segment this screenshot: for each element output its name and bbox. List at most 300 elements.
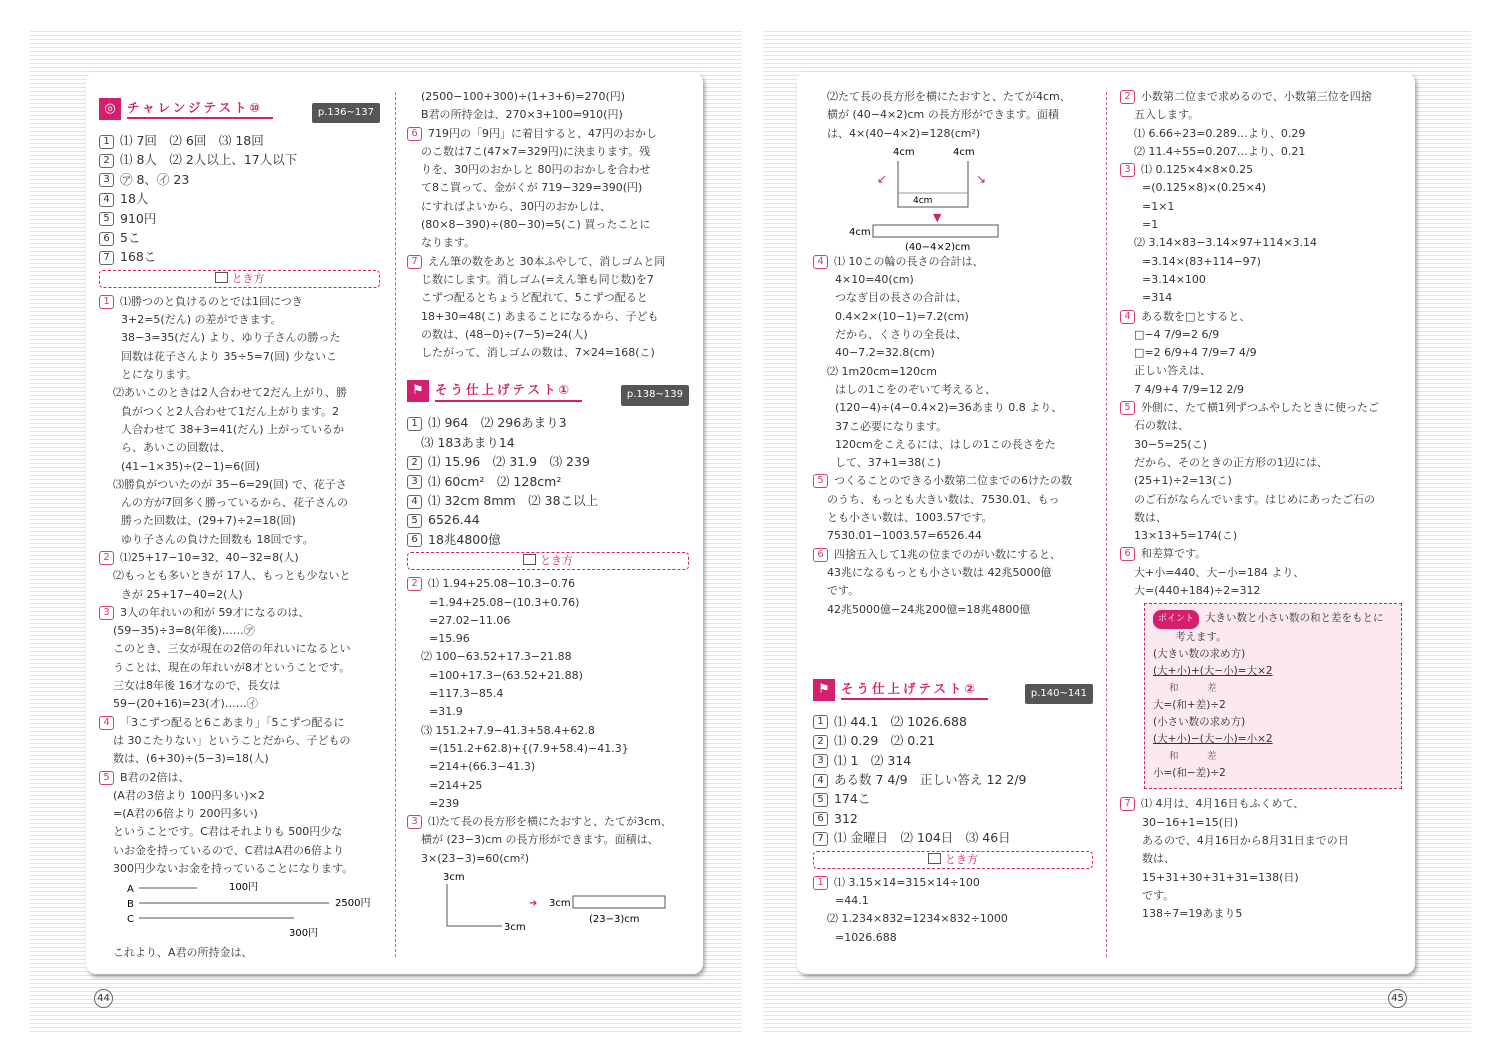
line-text: =(151.2+62.8)+{(7.9+58.4)−41.3} [429, 741, 629, 755]
line-text: にすればよいから、30円のおかしは、 [421, 199, 611, 213]
arrow-icon: ➜ [529, 898, 538, 910]
solution-text [813, 253, 1093, 619]
line-text: じ数にします。消しゴム(=えん筆も同じ数)を7 [421, 272, 654, 286]
label-left: 4cm [893, 146, 915, 158]
text-line [407, 433, 689, 452]
text-line [99, 842, 380, 860]
text-line [1120, 850, 1402, 868]
line-text: =1×1 [1142, 199, 1175, 213]
book-icon [523, 554, 536, 565]
text-line [813, 910, 1093, 928]
text-line [99, 586, 380, 604]
text-line [99, 209, 380, 228]
label-b: B [127, 899, 134, 911]
question-number-badge: 2 [99, 154, 114, 168]
line-text: つなぎ目の長さの合計は、 [835, 291, 967, 305]
line-text: ⑵もっとも多いときが 17人、もっとも少ないと [113, 569, 351, 583]
text-line [99, 293, 380, 311]
question-number-badge: 5 [1120, 401, 1135, 415]
text-line [1120, 143, 1402, 161]
line-text: =15.96 [429, 632, 470, 646]
text-line [407, 813, 689, 831]
arrow-right-icon: ↘ [976, 171, 987, 186]
line-text: して、37+1=38(こ) [835, 456, 941, 470]
challenge-test-title [99, 96, 380, 123]
line-text: (A君の3倍より 100円多い)×2 [113, 788, 265, 802]
text-line [99, 787, 380, 805]
line-text: =(0.125×8)×(0.25×4) [1142, 181, 1267, 195]
line-text: (120−4)÷(4−0.4×2)=36あまり 0.8 より、 [835, 401, 1063, 415]
line-text: =3.14×100 [1142, 272, 1206, 286]
text-line [407, 344, 689, 362]
line-text: B君の所持金は、270×3+100=910(円) [421, 108, 623, 122]
line-text: ということです。C君はそれよりも 500円少な [113, 825, 343, 839]
text-line [407, 452, 689, 471]
question-number-badge: 2 [407, 456, 422, 470]
text-line [813, 546, 1093, 564]
question-number-badge: 6 [1120, 547, 1135, 561]
text-line [1120, 362, 1402, 380]
text-line [407, 413, 689, 432]
question-number-badge: 5 [407, 514, 422, 528]
line-text: です。 [827, 584, 860, 598]
text-line [407, 648, 689, 666]
text-line [99, 228, 380, 247]
text-line [99, 567, 380, 585]
text-line [407, 630, 689, 648]
text-line [407, 234, 689, 252]
text-line [813, 828, 1093, 847]
line-text: 回数は花子さんより 35÷5=7(回) 少ないこ [121, 349, 338, 363]
line-text: ⑵あいこのときは2人合わせて2だん上がり、勝 [113, 386, 347, 400]
line-text: ⑴ 8人 ⑵ 2人以上、17人以下 [120, 152, 298, 168]
text-line [99, 311, 380, 329]
label-top: 3cm [443, 872, 465, 884]
sou-shiage-2-title [813, 677, 1093, 704]
text-line [407, 795, 689, 813]
section-title: そう仕上げテスト② [841, 680, 988, 700]
line-text: りを、30円のおかしと 80円のおかしを合わせ [421, 163, 651, 177]
rectangle-figure [407, 870, 689, 932]
line-text: 18+30=48(こ) あまることになるから、子ども [421, 309, 659, 323]
text-line [1120, 271, 1402, 289]
text-line [1120, 436, 1402, 454]
line-text: 15+31+30+31+31=138(日) [1142, 870, 1299, 884]
text-line [99, 329, 380, 347]
text-line [813, 564, 1093, 582]
line-text: 4×10=40(cm) [835, 273, 914, 287]
right-page-number: 45 [1388, 989, 1407, 1008]
line-text: 0.4×2×(10−1)=7.2(cm) [835, 309, 969, 323]
line-text: =239 [429, 796, 460, 810]
line-text: =27.02−11.06 [429, 613, 511, 627]
line-text: うことは、現在の年れいが8才ということです。 [113, 660, 351, 674]
text-line [407, 575, 689, 593]
text-line [1120, 869, 1402, 887]
text-line [99, 150, 380, 169]
line-text: 和差算です。 [1141, 547, 1207, 561]
line-text: ⑴25+17−10=32、40−32=8(人) [120, 551, 299, 564]
label-width: (40−4×2)cm [905, 241, 971, 251]
line-text: ⑶勝負がついたのが 35−6=29(回) で、花子さ [113, 477, 347, 491]
question-number-badge: 7 [407, 255, 422, 269]
text-line [1120, 564, 1402, 582]
text-line [99, 131, 380, 150]
question-number-badge: 4 [813, 255, 828, 269]
question-number-badge: 1 [813, 876, 828, 890]
line-text: ら、あいこの回数は、 [121, 441, 231, 455]
line-text: 5こ [120, 230, 141, 246]
question-number-badge: 4 [1120, 310, 1135, 324]
text-line [407, 161, 689, 179]
question-number-badge: 4 [407, 495, 422, 509]
text-line [813, 874, 1093, 892]
line-text: 37こ必要になります。 [835, 419, 948, 433]
line-text: (2500−100+300)÷(1+3+6)=270(円) [421, 90, 626, 103]
text-line [407, 326, 689, 344]
text-line [99, 714, 380, 732]
line-text: =31.9 [429, 705, 463, 719]
text-line [1120, 344, 1402, 362]
text-line [1120, 795, 1402, 813]
question-number-badge: 2 [813, 735, 828, 749]
line-text: です。 [1142, 888, 1175, 902]
line-text: 人合わせて 38+3=41(だん) 上がっているか [121, 422, 345, 436]
line-text: ゆり子さんの負けた回数も 18回です。 [121, 532, 314, 546]
text-line [813, 399, 1093, 417]
question-number-badge: 3 [813, 754, 828, 768]
text-line [407, 530, 689, 549]
line-text: □=2 6/9+4 7/9=7 4/9 [1134, 346, 1257, 360]
text-line [407, 106, 689, 124]
line-text: 五入します。 [1134, 108, 1200, 122]
text-line [1120, 289, 1402, 307]
line-text: 174こ [834, 791, 871, 807]
left-column-divider [395, 92, 396, 957]
line-text: =314 [1142, 291, 1173, 305]
text-line [99, 170, 380, 189]
line-text: は、4×(40−4×2)=128(cm²) [827, 126, 981, 140]
line-text: (41−1×35)÷(2−1)=6(回) [121, 459, 260, 473]
question-number-badge: 4 [99, 716, 114, 730]
line-text: のうち、もっとも大きい数は、7530.01、もっ [827, 492, 1060, 506]
book-icon [215, 272, 228, 283]
question-number-badge: 6 [407, 533, 422, 547]
text-line [1120, 161, 1402, 179]
line-text: 7530.01−1003.57=6526.44 [827, 529, 982, 543]
answer-list [813, 712, 1093, 848]
text-line [813, 712, 1093, 731]
line-text: ⑵ 1.234×832=1234×832÷1000 [827, 912, 1008, 926]
text-line [1120, 527, 1402, 545]
rectangle-diagram [813, 145, 1093, 251]
line-text: ⑴ 7回 ⑵ 6回 ⑶ 18回 [120, 133, 264, 148]
line-text: 勝った回数は、(29+7)÷2=18(回) [121, 514, 296, 528]
text-line [813, 326, 1093, 344]
line-text: 719円の「9円」に着目すると、47円のおかし [428, 126, 657, 140]
line-text: ⑴ 3.15×14=315×14÷100 [834, 875, 980, 889]
line-text: ⑴ 32cm 8mm ⑵ 38こ以上 [428, 493, 599, 509]
line-text: =214+(66.3−41.3) [429, 760, 536, 774]
line-text: つくることのできる小数第二位までの6けたの数 [834, 474, 1072, 488]
line-text: はしの1こをのぞいて考えると、 [835, 382, 996, 396]
text-line [407, 88, 689, 106]
line-text: 外側に、たて横1列ずつふやしたときに使ったご [1141, 401, 1379, 415]
label-2500yen: 2500円 [335, 898, 371, 910]
right-column-divider [1106, 92, 1107, 957]
question-number-badge: 3 [407, 815, 422, 829]
line-text: ⑵ 11.4÷55=0.207…より、0.21 [1134, 144, 1306, 158]
line-text: 大=(440+184)÷2=312 [1134, 584, 1261, 598]
text-line [813, 929, 1093, 947]
line-text: 300円少ないお金を持っていることになります。 [113, 862, 354, 876]
text-line [813, 106, 1093, 124]
line-text: 43兆になるもっとも小さい数は 42兆5000億 [827, 565, 1052, 579]
text-line [1120, 234, 1402, 252]
text-line [1120, 417, 1402, 435]
text-line [407, 510, 689, 529]
label-bottom: 3cm [504, 922, 526, 933]
text-line [1120, 326, 1402, 344]
line-text: ⑴ 6.66÷23=0.289…より、0.29 [1134, 126, 1306, 140]
point-badge: ポイント [1153, 610, 1199, 629]
left-page-number: 44 [94, 989, 113, 1008]
text-line [813, 601, 1093, 619]
question-number-badge: 3 [1120, 163, 1135, 177]
line-text: 7 4/9+4 7/9=12 2/9 [1134, 382, 1245, 396]
line-text: ⑶ 183あまり14 [421, 434, 515, 450]
text-line [813, 363, 1093, 381]
question-number-badge: 7 [813, 832, 828, 846]
line-text: 59−(20+16)=23(才)……㋑ [113, 697, 258, 711]
text-line [813, 308, 1093, 326]
text-line [407, 198, 689, 216]
line-text: =3.14×(83+114−97) [1142, 254, 1261, 268]
question-number-badge: 2 [99, 551, 114, 565]
line-text: 138÷7=19あまり5 [1142, 907, 1243, 921]
flag-icon: ⚑ [813, 679, 835, 701]
line-text: ⑴ 0.29 ⑵ 0.21 [834, 733, 936, 749]
line-text: 40−7.2=32.8(cm) [835, 346, 935, 360]
text-line [407, 722, 689, 740]
line-text: のご石がならんでいます。はじめにあったご石の [1134, 492, 1376, 506]
label-height: 4cm [849, 226, 871, 238]
line-text: =214+25 [429, 778, 483, 792]
text-line [407, 831, 689, 849]
text-line [813, 88, 1093, 106]
text-line [99, 604, 380, 622]
text-line [1120, 179, 1402, 197]
line-text: 13×13+5=174(こ) [1134, 529, 1238, 543]
line-text: 18兆4800億 [428, 531, 501, 547]
text-line [1120, 509, 1402, 527]
page-range-badge: p.136~137 [312, 103, 380, 123]
sou-shiage-1-title [407, 378, 689, 405]
question-number-badge: 5 [99, 212, 114, 226]
text-line [407, 253, 689, 271]
text-line [407, 125, 689, 143]
line-text: ⑴ 4月は、4月16日もふくめて、 [1141, 797, 1305, 811]
line-text: こずつ配るとちょうど配れて、5こずつ配ると [421, 291, 648, 305]
text-line [407, 594, 689, 612]
label-inner: 4cm [913, 195, 933, 206]
line-text: ⑴ 1.94+25.08−10.3−0.76 [428, 577, 576, 591]
text-line [99, 695, 380, 713]
line-text: 「3こずつ配ると6こあまり」「5こずつ配るに [120, 715, 345, 729]
text-line [99, 366, 380, 384]
text-line [813, 253, 1093, 271]
text-line [813, 418, 1093, 436]
text-line [407, 216, 689, 234]
text-line [1120, 399, 1402, 417]
line-text: ㋐ 8、㋑ 23 [120, 171, 190, 187]
text-line [813, 892, 1093, 910]
text-line [407, 472, 689, 491]
text-line [99, 659, 380, 677]
text-line [813, 271, 1093, 289]
label-right: 4cm [953, 146, 975, 158]
text-line [407, 308, 689, 326]
question-number-badge: 7 [1120, 797, 1135, 811]
page-range-badge: p.138~139 [621, 385, 689, 405]
line-text: 3人の年れいの和が 59才になるのは、 [120, 605, 310, 619]
line-text: このとき、三女が現在の2倍の年れいになるとい [113, 642, 351, 656]
question-number-badge: 2 [407, 577, 422, 591]
line-text: て8こ買って、金がくが 719−329=390(円) [421, 181, 643, 195]
text-line [99, 622, 380, 640]
question-number-badge: 6 [407, 127, 422, 141]
text-line [813, 454, 1093, 472]
text-line [407, 271, 689, 289]
label-100yen: 100円 [229, 882, 259, 894]
text-line [407, 703, 689, 721]
line-text: =(A君の6倍より 200円多い) [113, 807, 258, 821]
line-text: の数は、(48−0)÷(7−5)=24(人) [421, 327, 588, 341]
text-line [1120, 308, 1402, 326]
question-number-badge: 4 [813, 774, 828, 788]
line-text: 数は、 [1142, 852, 1175, 866]
text-line [407, 685, 689, 703]
folded-rectangle-figure [813, 145, 1093, 251]
text-line [407, 758, 689, 776]
line-text: 横が (23−3)cm の長方形ができます。面積は、 [421, 833, 659, 847]
line-text: =1026.688 [835, 930, 897, 944]
question-number-badge: 3 [99, 606, 114, 620]
text-line [1120, 88, 1402, 106]
closing-line: これより、A君の所持金は、 [113, 946, 253, 960]
line-text: ⑴ 10この輪の長さの合計は、 [834, 254, 984, 268]
text-line [1120, 381, 1402, 399]
solution-text [99, 293, 380, 879]
text-line [99, 640, 380, 658]
text-line [813, 809, 1093, 828]
label-300yen: 300円 [289, 928, 319, 940]
arrow-left-icon: ↙ [877, 171, 888, 186]
question-number-badge: 5 [99, 771, 114, 785]
line-text: きが 25+17−40=2(人) [121, 587, 243, 601]
line-text: 四捨五入して1兆の位までのがい数にすると、 [834, 547, 1061, 561]
solution-text [407, 575, 689, 868]
question-number-badge: 1 [99, 295, 114, 309]
text-line [813, 472, 1093, 490]
line-text: 数は、(6+30)÷(5−3)=18(人) [113, 752, 269, 766]
line-text: 120cmをこえるには、はしの1この長さをた [835, 437, 1056, 451]
line-text: 168こ [120, 249, 157, 265]
text-line [407, 740, 689, 758]
line-text: 910円 [120, 210, 157, 226]
line-text: のこ数は7こ(47×7=329円)に決まります。残 [421, 144, 651, 158]
question-number-badge: 2 [1120, 90, 1135, 104]
line-text: ⑴ 1 ⑵ 314 [834, 752, 912, 768]
text-line [1120, 582, 1402, 600]
line-text: =44.1 [835, 893, 869, 907]
text-line [1120, 887, 1402, 905]
text-line [99, 189, 380, 208]
line-text: は 30こたりない」ということだから、子どもの [113, 733, 351, 747]
question-number-badge: 3 [99, 173, 114, 187]
tokikata-header: とき方 [813, 851, 1093, 869]
text-line [813, 381, 1093, 399]
line-text: ⑵ 100−63.52+17.3−21.88 [421, 650, 572, 664]
text-line [1120, 491, 1402, 509]
text-line [99, 549, 380, 567]
section-title: チャレンジテスト⑩ [127, 99, 273, 119]
text-line [99, 348, 380, 366]
line-text: (80×8−390)÷(80−30)=5(こ) 買ったことに [421, 218, 651, 232]
text-line [1120, 253, 1402, 271]
line-text: =100+17.3−(63.52+21.88) [429, 668, 583, 682]
question-number-badge: 1 [99, 135, 114, 149]
text-line [813, 125, 1093, 143]
text-line [813, 289, 1093, 307]
text-line [407, 667, 689, 685]
solution-text [1120, 88, 1402, 600]
text-line [99, 860, 380, 878]
line-text: =1 [1142, 218, 1159, 232]
line-text: 30−16+1=15(日) [1142, 815, 1239, 829]
text-line [99, 823, 380, 841]
question-number-badge: 4 [99, 193, 114, 207]
text-line [99, 512, 380, 530]
text-line [813, 491, 1093, 509]
line-text: 正しい答えは、 [1134, 364, 1211, 378]
line-text: ⑵ 3.14×83−3.14×97+114×3.14 [1134, 236, 1318, 250]
line-text: 石の数は、 [1134, 419, 1189, 433]
text-line [813, 344, 1093, 362]
question-number-badge: 1 [813, 715, 828, 729]
line-text: 大+小=440、大−小=184 より、 [1134, 565, 1305, 579]
text-line [1120, 125, 1402, 143]
line-text: とも小さい数は、1003.57です。 [827, 511, 993, 525]
line-text: ⑴ 0.125×4×8×0.25 [1141, 163, 1254, 177]
line-text: だから、そのときの正方形の1辺には、 [1134, 455, 1328, 469]
line-text: 38−3=35(だん) より、ゆり子さんの勝った [121, 331, 341, 345]
text-line [99, 769, 380, 787]
right-column-1 [813, 88, 1093, 947]
book-icon [928, 853, 941, 864]
line-text: ⑶ 151.2+7.9−41.3+58.4+62.8 [421, 723, 595, 737]
text-line [813, 527, 1093, 545]
tokikata-header: とき方 [407, 552, 689, 570]
label-a: A [127, 884, 134, 896]
question-number-badge: 6 [813, 812, 828, 826]
text-line [99, 531, 380, 549]
line-text: □−4 7/9=2 6/9 [1134, 327, 1220, 341]
solution-text [1120, 795, 1402, 923]
line-text: 負がつくと2人合わせて1だん上がります。2 [121, 404, 340, 418]
text-line [407, 179, 689, 197]
text-line [99, 805, 380, 823]
